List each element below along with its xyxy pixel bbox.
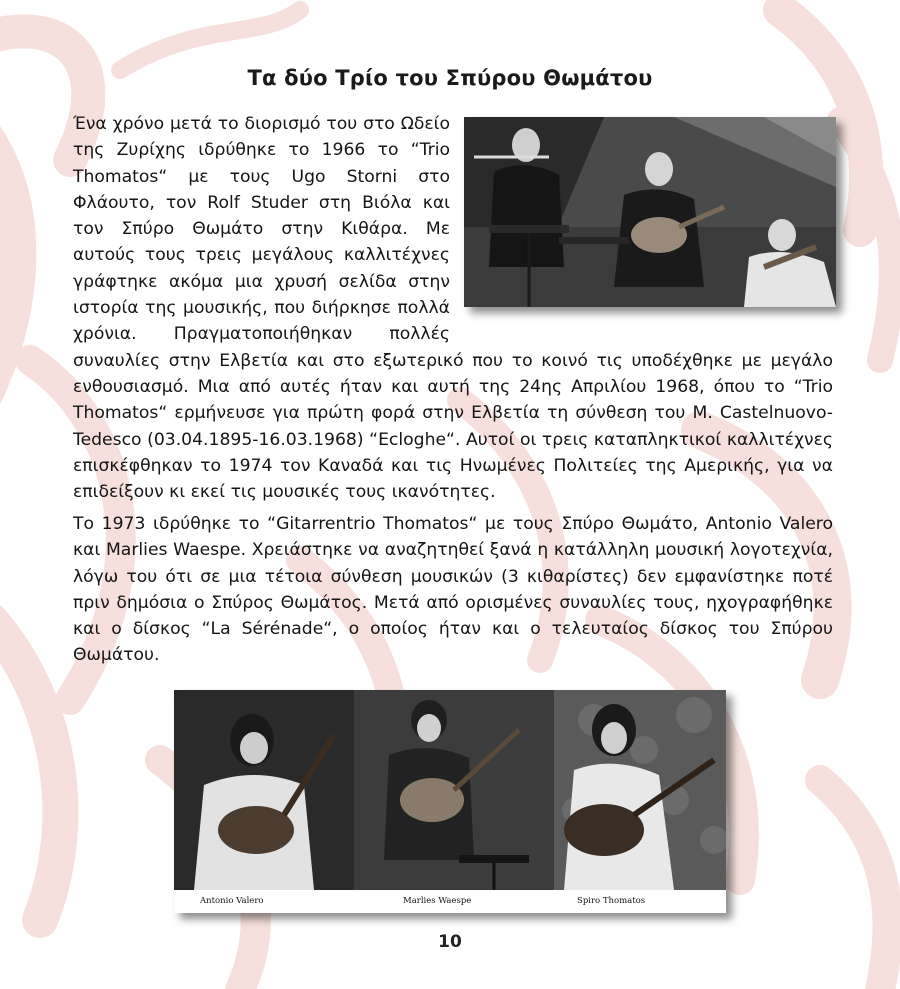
photo-trio-thomatos-image <box>464 117 836 307</box>
caption-spiro-thomatos: Spiro Thomatos <box>577 896 646 906</box>
photo-gitarrentrio-image <box>174 690 726 890</box>
photo-trio-thomatos <box>464 117 836 307</box>
page-number: 10 <box>438 932 462 952</box>
paragraph-gitarrentrio: Το 1973 ιδρύθηκε το “Gitarrentrio Thomatos“ με τους Σπύρο Θωμάτο, Antonio Valero και Marlies Waespe. Χρειάστηκε να αναζητηθεί ξανά η κατάλληλη μουσική λογοτεχνία, λόγω του ότι σε μια τέτοια σύνθεση μουσικών (3 κιθαρίστες) δεν εμφανίστηκε ποτέ πριν δημόσια ο Σπύρος Θωμάτος. Μετά από ορισμένες συναυλίες τους, ηχογραφήθηκε και ο δίσκος “La Sérénade“, ο οποίος ήταν και ο τελευταίος δίσκος του Σπύρου Θωμάτου. <box>73 514 833 666</box>
paragraph-trio-thomatos <box>73 111 833 505</box>
photo-trio-thomatos-container <box>464 117 836 327</box>
photo-gitarrentrio <box>174 690 726 913</box>
page-title: Τα δύο Τρίο του Σπύρου Θωμάτου <box>247 66 653 90</box>
photo-gitarrentrio-captions <box>174 892 726 912</box>
caption-marlies-waespe: Marlies Waespe <box>403 896 472 906</box>
caption-antonio-valero: Antonio Valero <box>200 896 264 906</box>
paragraph1-text: Ένα χρόνο μετά το διορισμό του στο Ωδείο της Ζυρίχης ιδρύθηκε το 1966 το “Trio Thomatos“ με τους Ugo Storni στο Φλάουτο, τον Rolf Studer στη Βιόλα και τον Σπύρο Θωμάτο στην Κιθάρα. Με αυτούς τους τρεις μεγάλους καλλιτέχνες γράφτηκε ακόμα μια χρυσή σελίδα στην ιστορία της μουσικής, που διήρκησε πολλά χρόνια. Πραγματοποιήθηκαν πολλές συναυλίες στην Ελβετία και στο εξωτερικό που το κοινό τις υποδέχθηκε με μεγάλο ενθουσιασμό. Μια από αυτές ήταν και αυτή της 24ης Απριλίου 1968, όπου το “Trio Thomatos“ ερμήνευσε για πρώτη φορά στην Ελβετία τη σύνθεση του M. Castelnuovo-Tedesco (03.04.1895-16.03.1968) “Ecloghe“. Αυτοί οι τρεις καταπληκτικοί καλλιτέχνες επισκέφθηκαν το 1974 τον Καναδά και τις Ηνωμένες Πολιτείες της Αμερικής, για να επιδείξουν κι εκεί τις μουσικές τους ικανότητες. <box>73 114 833 503</box>
